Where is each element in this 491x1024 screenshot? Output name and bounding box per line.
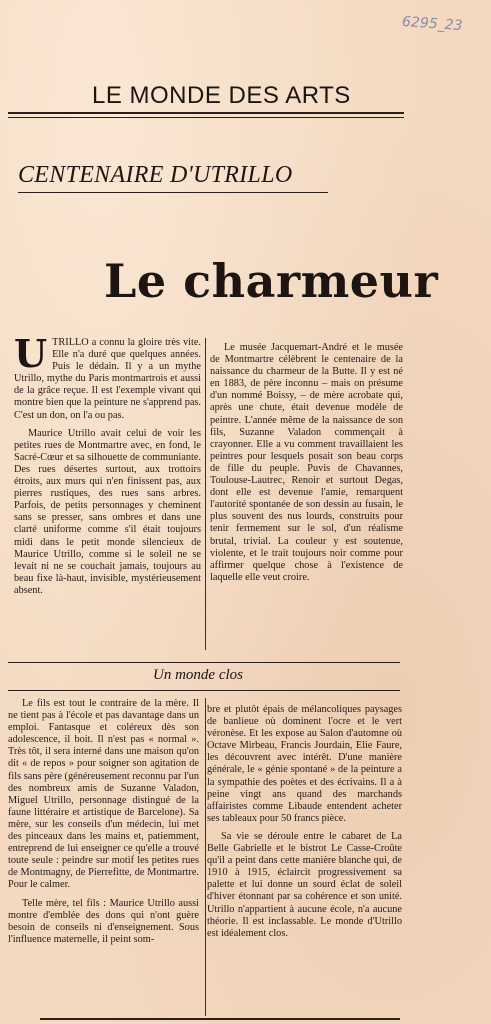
- bottom-rule: [40, 1018, 400, 1020]
- article-column-1: [14, 337, 201, 650]
- column-divider: [205, 698, 206, 1016]
- column-divider: [205, 338, 206, 650]
- paragraph: Le musée Jacquemart-André et le musée de Montmartre célèbrent le centenaire de la naissance du charmeur de la Butte. Il y est né en 1883, de père inconnu – mais on présume d'un nommé Boissy, – de mère acrobate qui, après une chute, était devenue modèle de peintre. L'année même de la naissance de son fils, Suzanne Valadon commençait à crayonner. Elle a vu comment travaillaient les peintres pour lesquels posait son beau corps de fille du peuple. Puvis de Chavannes, Toulouse-Lautrec, Renoir et surtout Degas, dont elle est devenue l'amie, remarquent l'autorité spontanée de son dessin au fusain, le plus souvent des nus lourds, construits pour tenir fermement sur le sol, d'un réalisme brutal, trivial. La couleur y est soutenue, violente, et le trait toujours noir comme pour affirmer quelque chose à l'existence de laquelle elle veut croire.: [210, 342, 403, 583]
- subhead-rule-bottom: [8, 690, 400, 691]
- headline: Le charmeur: [104, 254, 439, 308]
- kicker: CENTENAIRE D'UTRILLO: [18, 162, 293, 188]
- kicker-rule: [18, 192, 328, 193]
- paragraph: bre et plutôt épais de mélancoliques paysages de banlieue où dominent l'ocre et le vert véronèse. Et les expose au Salon d'automne où Octave Mirbeau, Francis Jourdain, Elie Faure, les découvrent avec intérêt. D'une manière générale, le « génie spontané » de la peinture a la sympathie des poètes et des écrivains. Il a à peine vingt ans quand des marchands affairistes comme Libaude entendent acheter ses tableaux pour 50 francs pièce.: [207, 704, 402, 824]
- paragraph: Sa vie se déroule entre le cabaret de La Belle Gabrielle et le bistrot Le Casse-Croûte qu'il a peint dans cette manière blanche qui, de 1910 à 1915, éclaircit progressivement sa palette et lui donne un sourd éclat de soleil d'hiver étonnant par sa cohérence et son unité. Utrillo n'appartient à aucune école, n'a aucune théorie. Il est inclassable. Le monde d'Utrillo est idéalement clos.: [207, 830, 402, 939]
- subhead-rule-top: [8, 662, 400, 663]
- paragraph: Le fils est tout le contraire de la mère. Il ne tient pas à l'école et pas davantage dans un emploi. Fantasque et coléreux dès son adolescence, il boit. Il n'est pas « normal ». Très tôt, il sera interné dans une maison qu'on dit « de repos » pour soigner son agitation de fils sans père (généreusement reconnu par l'un des nombreux amis de Suzanne Valadon, Miguel Utrillo, personnage distingué de la faune littéraire et artistique de Barcelone). Sa mère, sur les conseils d'un médecin, lui met des pinceaux dans les mains et, patiemment, entreprend de lui enseigner ce qu'elle a trouvé toute seule : peindre sur motif les petites rues de Montmagny, de Pierrefitte, de Montmartre. Pour le calmer.: [8, 698, 199, 891]
- subhead: Un monde clos: [153, 667, 243, 683]
- section-header: LE MONDE DES ARTS: [92, 82, 351, 109]
- article-column-3: [8, 698, 199, 1016]
- section-rule: [8, 112, 404, 114]
- paragraph: UTRILLO a connu la gloire très vite. Elle n'a duré que quelques années. Puis le dédain. Il y a un mythe Utrillo, mythe du Paris montmartrois et aussi de la grâce reçue. Il est l'exemple vivant qui montre bien que la peinture ne s'apprend pas. C'est un don, on l'a ou pas.: [14, 337, 201, 421]
- archive-code: 6295_23: [401, 13, 463, 35]
- paragraph: Telle mère, tel fils : Maurice Utrillo aussi montre d'emblée des dons qui n'ont guère besoin de conseils ni d'enseignement. Sous l'influence maternelle, il peint som-: [8, 897, 199, 945]
- article-column-2: [210, 342, 403, 650]
- drop-cap: U: [14, 337, 48, 376]
- paragraph: Maurice Utrillo avait celui de voir les petites rues de Montmartre avec, en fond, le Sacré-Cœur et sa silhouette de communiante. Des rues désertes surtout, aux trottoirs étroits, aux murs qui n'en finissent pas, aux pierres rustiques, des rues sans arbres. Parfois, de petits personnages y cheminent sans se presser, sans ombres et dans une clarté uniforme comme s'il était toujours midi dans le petit monde silencieux de Maurice Utrillo, comme si le soleil ne se levait ni ne se couchait jamais, toujours au beau fixe là-haut, invisible, mystérieusement absent.: [14, 427, 201, 596]
- article-column-4: [207, 704, 402, 1014]
- section-rule-thin: [8, 117, 404, 118]
